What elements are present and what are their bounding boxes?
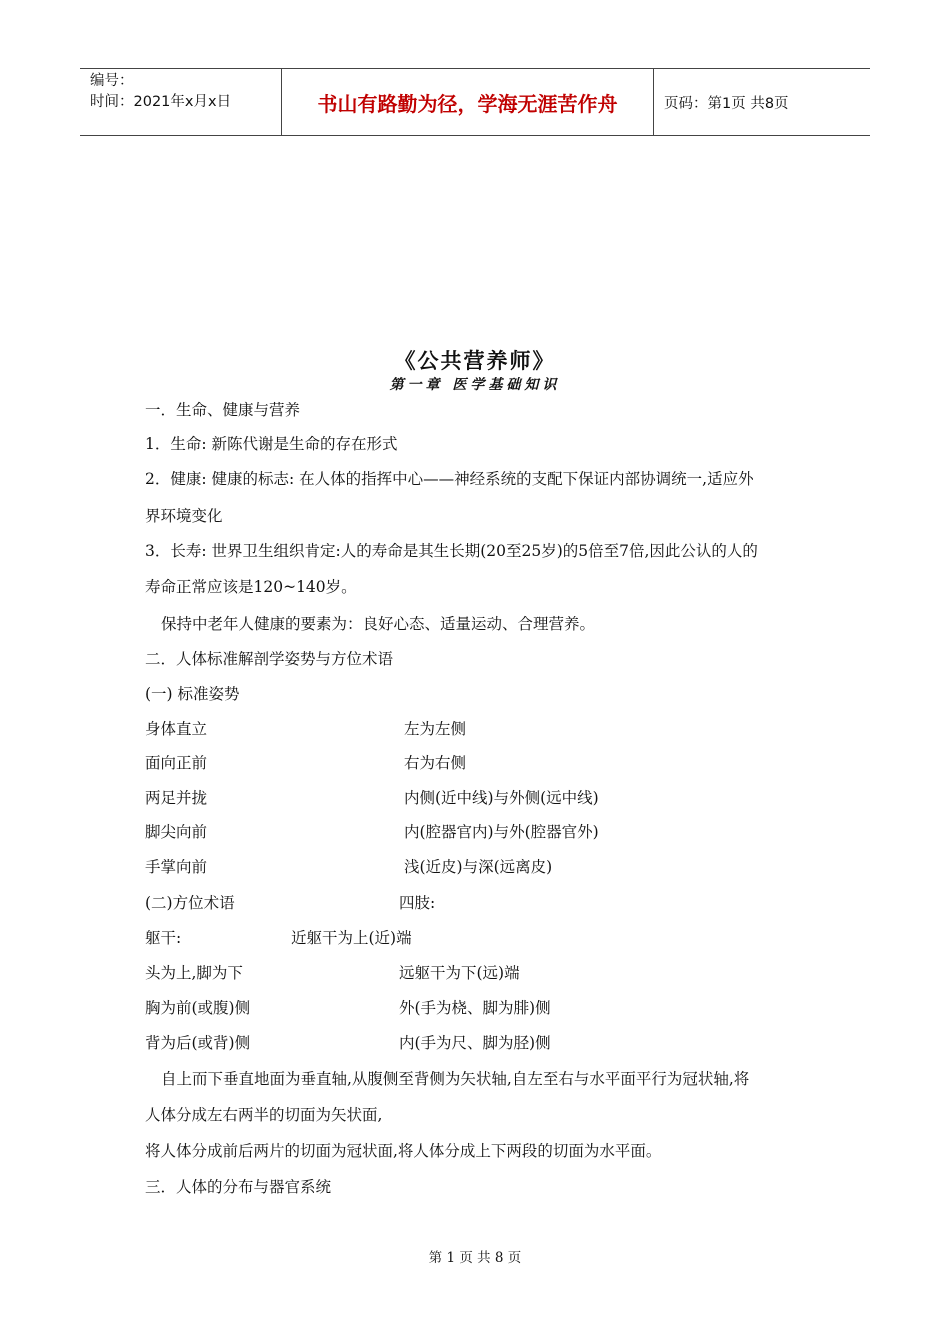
section-heading-2: 二．人体标准解剖学姿势与方位术语 <box>145 650 394 668</box>
limb-item: 远躯干为下(远)端 <box>399 964 520 982</box>
paragraph-line: 将人体分成前后两片的切面为冠状面,将人体分成上下两段的切面为水平面。 <box>145 1142 662 1160</box>
motto-text: 书山有路勤为径，学海无涯苦作舟 <box>317 91 618 116</box>
page-header <box>80 68 870 136</box>
trunk-item: 头为上,脚为下 <box>145 964 243 982</box>
paragraph-line: 人体分成左右两半的切面为矢状面, <box>145 1106 383 1124</box>
paragraph-line: 界环境变化 <box>145 507 223 525</box>
direction-item: 右为右侧 <box>404 754 467 772</box>
posture-item: 身体直立 <box>145 720 208 738</box>
paragraph-line: 3．长寿: 世界卫生组织肯定:人的寿命是其生长期(20至25岁)的5倍至7倍,因此公认的人的 <box>145 542 758 560</box>
posture-item: 面向正前 <box>145 754 208 772</box>
direction-item: 内侧(近中线)与外侧(远中线) <box>404 789 599 807</box>
document-title: 《公共营养师》 <box>394 349 556 373</box>
time-label: 时间：2021年x月x日 <box>90 94 232 110</box>
subheading-direction-terms: (二)方位术语 <box>145 894 235 912</box>
limbs-label: 四肢: <box>399 894 436 912</box>
paragraph-line: 寿命正常应该是120~140岁。 <box>145 578 357 596</box>
trunk-item: 背为后(或背)侧 <box>145 1034 251 1052</box>
header-left <box>80 69 282 135</box>
trunk-item: 躯干: <box>145 929 182 947</box>
direction-item: 左为左侧 <box>404 720 467 738</box>
header-motto <box>282 69 654 135</box>
number-label: 编号： <box>90 73 134 89</box>
subheading-standard-posture: (一) 标准姿势 <box>145 685 240 703</box>
limb-item: 内(手为尺、脚为胫)侧 <box>399 1034 551 1052</box>
posture-item: 两足并拢 <box>145 789 208 807</box>
paragraph-line: 1．生命: 新陈代谢是生命的存在形式 <box>145 435 398 453</box>
paragraph-line: 自上而下垂直地面为垂直轴,从腹侧至背侧为矢状轴,自左至右与水平面平行为冠状轴,将 <box>161 1070 750 1088</box>
section-heading-1: 一．生命、健康与营养 <box>145 401 301 419</box>
limb-item: 外(手为桡、脚为腓)侧 <box>399 999 551 1017</box>
limb-item: 近躯干为上(近)端 <box>291 929 412 947</box>
header-page-info <box>654 69 870 135</box>
page-info-text: 页码：第1页 共8页 <box>664 95 789 112</box>
paragraph-line: 保持中老年人健康的要素为：良好心态、适量运动、合理营养。 <box>161 615 596 633</box>
posture-item: 脚尖向前 <box>145 823 208 841</box>
page-footer: 第 1 页 共 8 页 <box>428 1250 522 1266</box>
section-heading-3: 三．人体的分布与器官系统 <box>145 1178 332 1196</box>
paragraph-line: 2．健康: 健康的标志: 在人体的指挥中心——神经系统的支配下保证内部协调统一,适应外 <box>145 470 754 488</box>
direction-item: 内(腔器官内)与外(腔器官外) <box>404 823 599 841</box>
posture-item: 手掌向前 <box>145 858 208 876</box>
chapter-title: 第一章 医学基础知识 <box>389 377 561 393</box>
direction-item: 浅(近皮)与深(远离皮) <box>404 858 553 876</box>
trunk-item: 胸为前(或腹)侧 <box>145 999 251 1017</box>
